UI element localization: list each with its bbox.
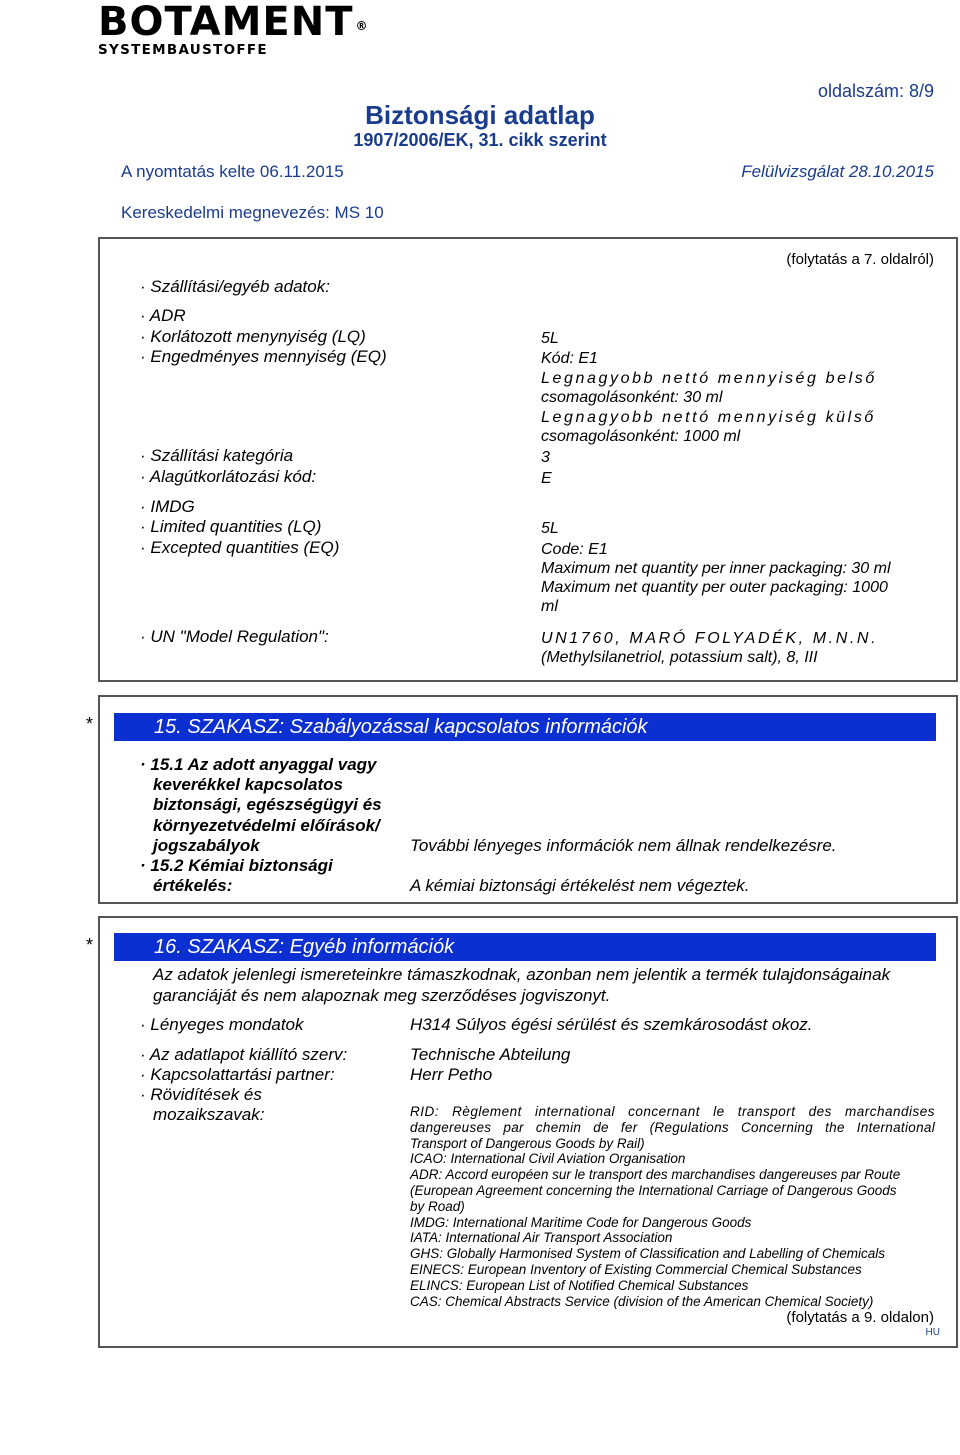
registered-mark: ® bbox=[355, 19, 369, 33]
s151-line: biztonsági, egészségügyi és bbox=[153, 795, 382, 815]
imdg-eq-code: Code: E1 bbox=[541, 541, 608, 558]
abbr-line: CAS: Chemical Abstracts Service (division of the American Chemical Society) bbox=[410, 1293, 874, 1309]
s151-line: jogszabályok bbox=[153, 835, 260, 855]
continued-to: (folytatás a 9. oldalon) bbox=[786, 1309, 934, 1326]
brand-name: BOTAMENT bbox=[98, 0, 354, 45]
transport-category-value: 3 bbox=[541, 449, 550, 466]
contact-value: Herr Petho bbox=[410, 1065, 493, 1084]
section15-heading: 15. SZAKASZ: Szabályozással kapcsolatos információk bbox=[114, 713, 936, 741]
abbreviations-list bbox=[410, 1104, 935, 1309]
abbr-line: GHS: Globally Harmonised System of Classification and Labelling of Chemicals bbox=[410, 1246, 885, 1262]
s151-line: · 15.1 Az adott anyaggal vagy bbox=[140, 755, 377, 774]
phrases-label: · Lényeges mondatok bbox=[140, 1015, 304, 1034]
adr-eq-label: · Engedményes mennyiség (EQ) bbox=[140, 347, 387, 366]
document-subtitle: 1907/2006/EK, 31. cikk szerint bbox=[353, 130, 607, 150]
abbr-line: by Road) bbox=[410, 1198, 465, 1214]
imdg-label: · IMDG bbox=[140, 497, 195, 516]
phrases-value: H314 Súlyos égési sérülést és szemkárosodást okoz. bbox=[410, 1015, 813, 1034]
imdg-eq-inner: Maximum net quantity per inner packaging: 30 ml bbox=[541, 560, 891, 577]
abbr-label-line: · Rövidítések és bbox=[140, 1085, 262, 1104]
tunnel-code-value: E bbox=[541, 470, 552, 487]
adr-eq-outer-a: Legnagyobb nettó mennyiség külső bbox=[541, 409, 876, 426]
s151-value: További lényeges információk nem állnak rendelkezésre. bbox=[410, 836, 837, 855]
adr-eq-code: Kód: E1 bbox=[541, 350, 598, 367]
s152-line: · 15.2 Kémiai biztonsági bbox=[140, 856, 333, 875]
adr-lq-value: 5L bbox=[541, 330, 559, 347]
page-number: oldalszám: 8/9 bbox=[817, 81, 934, 101]
s151-line: keverékkel kapcsolatos bbox=[153, 775, 343, 795]
adr-label: · ADR bbox=[140, 306, 186, 325]
s152-line: értékelés: bbox=[153, 876, 233, 896]
adr-lq-label: · Korlátozott menynyiség (LQ) bbox=[140, 327, 366, 346]
contact-label: · Kapcsolattartási partner: bbox=[140, 1065, 335, 1084]
brand-subtitle: SYSTEMBAUSTOFFE bbox=[98, 42, 268, 58]
language-code: HU bbox=[925, 1327, 940, 1338]
brand-logo bbox=[98, 0, 369, 45]
section16-heading: 16. SZAKASZ: Egyéb információk bbox=[114, 933, 936, 961]
transport-category-label: · Szállítási kategória bbox=[140, 446, 294, 465]
un-model-value-b: (Methylsilanetriol, potassium salt), 8, III bbox=[541, 649, 818, 666]
abbr-line: IMDG: International Maritime Code for Dangerous Goods bbox=[410, 1214, 752, 1230]
abbr-line: (European Agreement concerning the International Carriage of Dangerous Goods bbox=[410, 1182, 897, 1198]
issuer-value: Technische Abteilung bbox=[410, 1045, 571, 1064]
imdg-eq-label: · Excepted quantities (EQ) bbox=[140, 538, 340, 557]
un-model-label: · UN "Model Regulation": bbox=[140, 627, 329, 646]
transport-section-label: · Szállítási/egyéb adatok: bbox=[140, 277, 330, 296]
issuer-label: · Az adatlapot kiállító szerv: bbox=[140, 1045, 348, 1064]
document-title: Biztonsági adatlap bbox=[365, 100, 595, 130]
imdg-lq-value: 5L bbox=[541, 520, 559, 537]
abbr-line: ICAO: International Civil Aviation Organisation bbox=[410, 1151, 686, 1167]
abbr-line: RID: Règlement international concernant le transport des marchandises bbox=[410, 1104, 935, 1119]
intro-line: Az adatok jelenlegi ismereteinkre támaszkodnak, azonban nem jelentik a termék tulajdonságainak bbox=[153, 965, 891, 984]
abbr-line: IATA: International Air Transport Association bbox=[410, 1230, 673, 1246]
s152-label bbox=[140, 856, 333, 896]
tunnel-code-label: · Alagútkorlátozási kód: bbox=[140, 467, 317, 486]
adr-eq-inner-a: Legnagyobb nettó mennyiség belső bbox=[541, 370, 877, 387]
abbr-line: dangereuses par chemin de fer (Regulations Concerning the International bbox=[410, 1119, 935, 1135]
imdg-lq-label: · Limited quantities (LQ) bbox=[140, 517, 322, 536]
abbr-label bbox=[140, 1085, 264, 1125]
abbr-line: EINECS: European Inventory of Existing Commercial Chemical Substances bbox=[410, 1261, 862, 1277]
abbr-line: ADR: Accord européen sur le transport des marchandises dangereuses par Route bbox=[410, 1167, 901, 1183]
imdg-eq-outer-b: ml bbox=[541, 598, 558, 615]
changed-marker-15: * bbox=[86, 714, 94, 734]
imdg-eq-outer-a: Maximum net quantity per outer packaging: 1000 bbox=[541, 579, 888, 596]
print-date: A nyomtatás kelte 06.11.2015 bbox=[121, 162, 344, 181]
abbr-label-line: mozaikszavak: bbox=[153, 1105, 265, 1124]
abbr-line: Transport of Dangerous Goods by Rail) bbox=[410, 1135, 645, 1151]
s151-line: környezetvédelmi előírások/ bbox=[153, 815, 380, 835]
s152-value: A kémiai biztonsági értékelést nem végeztek. bbox=[410, 876, 750, 895]
review-date: Felülvizsgálat 28.10.2015 bbox=[741, 162, 934, 181]
abbr-line: ELINCS: European List of Notified Chemical Substances bbox=[410, 1277, 749, 1293]
s151-label bbox=[140, 755, 382, 856]
un-model-value-a: UN1760, MARÓ FOLYADÉK, M.N.N. bbox=[541, 630, 879, 647]
trade-name: Kereskedelmi megnevezés: MS 10 bbox=[121, 203, 384, 222]
intro-line: garanciáját és nem alapoznak meg szerződéses jogviszonyt. bbox=[153, 986, 611, 1005]
changed-marker-16: * bbox=[86, 935, 94, 955]
adr-eq-inner-b: csomagolásonként: 30 ml bbox=[541, 389, 723, 406]
adr-eq-outer-b: csomagolásonként: 1000 ml bbox=[541, 428, 741, 445]
continued-from: (folytatás a 7. oldalról) bbox=[786, 251, 934, 268]
section16-intro bbox=[153, 964, 890, 1006]
